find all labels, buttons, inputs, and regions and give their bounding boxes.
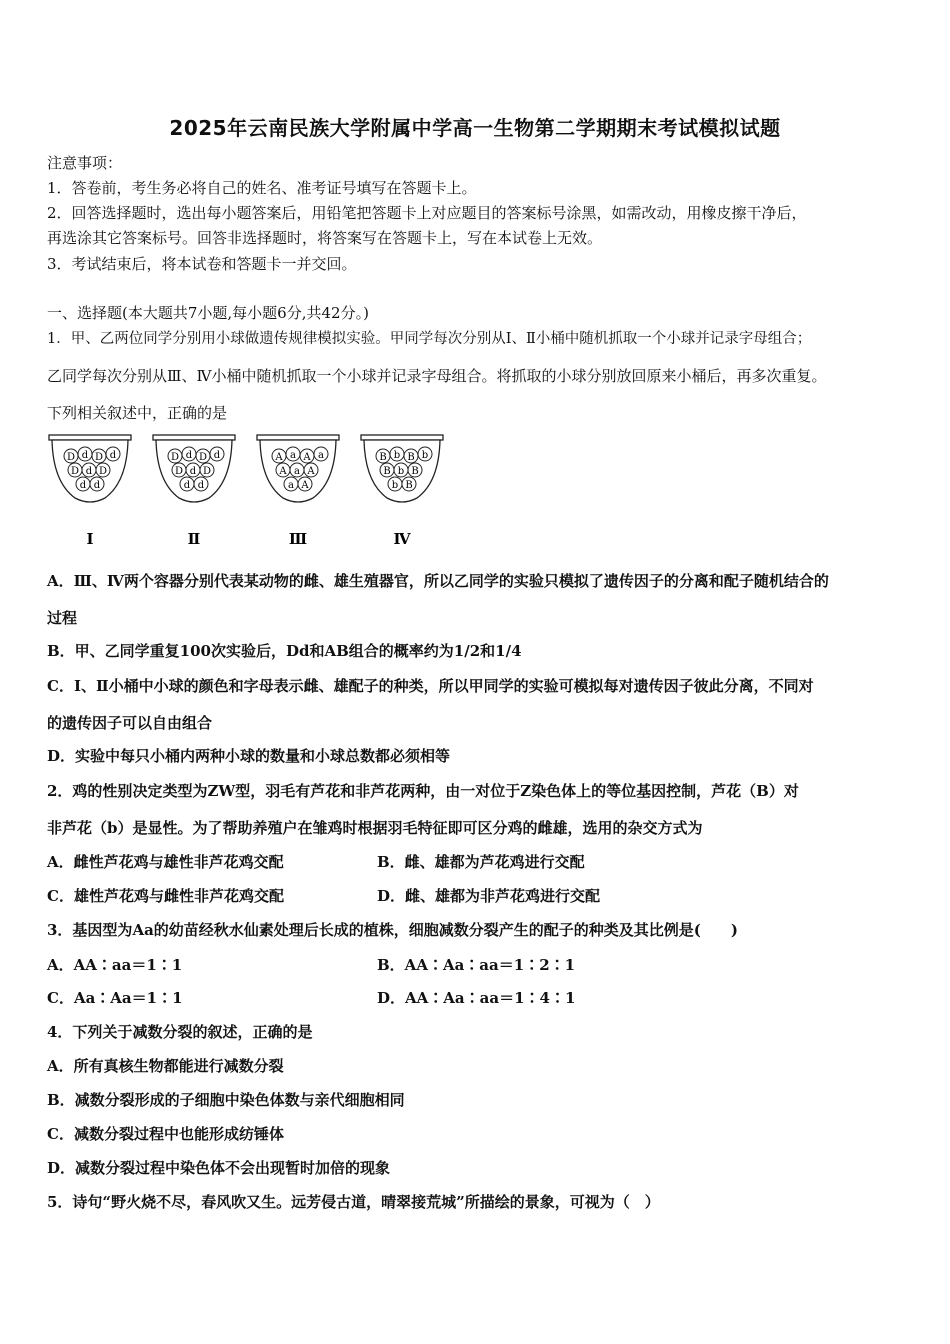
- ball-letter: d: [79, 480, 87, 491]
- ball-letter: d: [213, 450, 221, 461]
- ball-letter: D: [174, 466, 184, 477]
- ball-letter: D: [170, 452, 180, 463]
- question-4-option-d: D．减数分裂过程中染色体不会出现暂时加倍的现象: [47, 1159, 391, 1177]
- ball-letter: d: [81, 450, 89, 461]
- question-1-text: 下列相关叙述中，正确的是: [47, 404, 228, 422]
- ball-letter: a: [288, 480, 294, 491]
- question-1-option-d: D．实验中每只小桶内两种小球的数量和小球总数都必须相等: [47, 747, 451, 765]
- bucket-label: Ⅳ: [393, 530, 411, 548]
- question-1-text: 乙同学每次分别从Ⅲ、Ⅳ小桶中随机抓取一个小球并记录字母组合。将抓取的小球分别放回原来小桶后，再多次重复。: [47, 367, 827, 385]
- bucket-figure: [47, 430, 467, 550]
- ball-letter: A: [301, 480, 309, 491]
- question-3-option-b: B．AA∶Aa∶aa＝1∶2∶1: [377, 956, 576, 974]
- bucket-rim: [153, 435, 235, 440]
- question-4-text: 4．下列关于减数分裂的叙述，正确的是: [47, 1023, 313, 1041]
- question-2-option-a: A．雌性芦花鸡与雄性非芦花鸡交配: [47, 853, 284, 871]
- ball-letter: b: [393, 450, 401, 461]
- bucket-rim: [257, 435, 339, 440]
- bucket-rim: [361, 435, 443, 440]
- ball-letter: b: [391, 480, 399, 491]
- question-2-option-b: B．雌、雄都为芦花鸡进行交配: [377, 853, 585, 871]
- question-2-text: 非芦花（b）是显性。为了帮助养殖户在雏鸡时根据羽毛特征即可区分鸡的雌雄，选用的杂交方式为: [47, 819, 703, 837]
- ball-letter: D: [98, 466, 108, 477]
- question-2-text: 2．鸡的性别决定类型为ZW型，羽毛有芦花和非芦花两种，由一对位于Z染色体上的等位基因控制，芦花（B）对: [47, 782, 799, 800]
- ball-letter: B: [405, 480, 413, 491]
- bucket-rim: [49, 435, 131, 440]
- bucket-label: Ⅲ: [288, 530, 308, 548]
- ball-letter: d: [185, 450, 193, 461]
- bucket-2: [153, 435, 235, 548]
- question-1-option-c: C．Ⅰ、Ⅱ小桶中小球的颜色和字母表示雌、雄配子的种类，所以甲同学的实验可模拟每对遗传因子彼此分离，不同对: [47, 677, 814, 695]
- ball-letter: A: [275, 452, 283, 463]
- question-1-option-c-cont: 的遗传因子可以自由组合: [47, 714, 213, 732]
- section-heading: 一、选择题(本大题共7小题,每小题6分,共42分。): [47, 304, 369, 322]
- ball-letter: D: [94, 452, 104, 463]
- ball-letter: B: [379, 452, 387, 463]
- ball-letter: b: [397, 466, 405, 477]
- question-3-option-a: A．AA∶aa＝1∶1: [47, 956, 183, 974]
- ball-letter: a: [294, 466, 300, 477]
- ball-letter: d: [189, 466, 197, 477]
- ball-letter: d: [85, 466, 93, 477]
- question-3-option-c: C．Aa∶Aa＝1∶1: [47, 989, 183, 1007]
- question-1-text: 1．甲、乙两位同学分别用小球做遗传规律模拟实验。甲同学每次分别从Ⅰ、Ⅱ小桶中随机抓取一个小球并记录字母组合；: [47, 331, 812, 347]
- question-2-option-d: D．雌、雄都为非芦花鸡进行交配: [377, 887, 601, 905]
- ball-letter: a: [318, 450, 324, 461]
- question-4-option-c: C．减数分裂过程中也能形成纺锤体: [47, 1125, 284, 1143]
- notice-item: 2．回答选择题时，选出每小题答案后，用铅笔把答题卡上对应题目的答案标号涂黑，如需改动，用橡皮擦干净后，: [47, 204, 807, 222]
- ball-letter: a: [290, 450, 296, 461]
- question-2-option-c: C．雄性芦花鸡与雌性非芦花鸡交配: [47, 887, 284, 905]
- ball-letter: A: [279, 466, 287, 477]
- question-3-option-d: D．AA∶Aa∶aa＝1∶4∶1: [377, 989, 576, 1007]
- ball-letter: B: [407, 452, 415, 463]
- ball-letter: d: [93, 480, 101, 491]
- question-1-option-b: B．甲、乙同学重复100次实验后，Dd和AB组合的概率约为1/2和1/4: [47, 642, 522, 660]
- ball-letter: A: [307, 466, 315, 477]
- ball-letter: d: [183, 480, 191, 491]
- ball-letter: D: [198, 452, 208, 463]
- ball-letter: D: [70, 466, 80, 477]
- bucket-label: Ⅰ: [86, 530, 94, 548]
- page-title: 2025年云南民族大学附属中学高一生物第二学期期末考试模拟试题: [169, 116, 781, 140]
- ball-letter: D: [202, 466, 212, 477]
- ball-letter: A: [303, 452, 311, 463]
- ball-letter: d: [197, 480, 205, 491]
- notice-item: 1．答卷前，考生务必将自己的姓名、准考证号填写在答题卡上。: [47, 179, 477, 197]
- question-1-option-a-cont: 过程: [47, 609, 78, 627]
- bucket-label: Ⅱ: [187, 530, 201, 548]
- ball-letter: B: [383, 466, 391, 477]
- ball-letter: B: [411, 466, 419, 477]
- ball-letter: D: [66, 452, 76, 463]
- notice-heading: 注意事项：: [47, 154, 123, 172]
- ball-letter: b: [421, 450, 429, 461]
- bucket-4: [361, 435, 443, 548]
- ball-letter: d: [109, 450, 117, 461]
- question-4-option-a: A．所有真核生物都能进行减数分裂: [47, 1057, 284, 1075]
- notice-item: 再选涂其它答案标号。回答非选择题时，将答案写在答题卡上，写在本试卷上无效。: [47, 229, 603, 247]
- bucket-1: [49, 435, 131, 548]
- notice-item: 3．考试结束后，将本试卷和答题卡一并交回。: [47, 255, 357, 273]
- question-5-text: 5．诗句“野火烧不尽，春风吹又生。远芳侵古道，晴翠接荒城”所描绘的景象，可视为（ ）: [47, 1193, 660, 1211]
- question-1-option-a: A．Ⅲ、Ⅳ两个容器分别代表某动物的雌、雄生殖器官，所以乙同学的实验只模拟了遗传因子的分离和配子随机结合的: [47, 572, 829, 590]
- question-4-option-b: B．减数分裂形成的子细胞中染色体数与亲代细胞相同: [47, 1091, 405, 1109]
- question-3-text: 3．基因型为Aa的幼苗经秋水仙素处理后长成的植株，细胞减数分裂产生的配子的种类及其比例是( ): [47, 921, 738, 939]
- bucket-3: [257, 435, 339, 548]
